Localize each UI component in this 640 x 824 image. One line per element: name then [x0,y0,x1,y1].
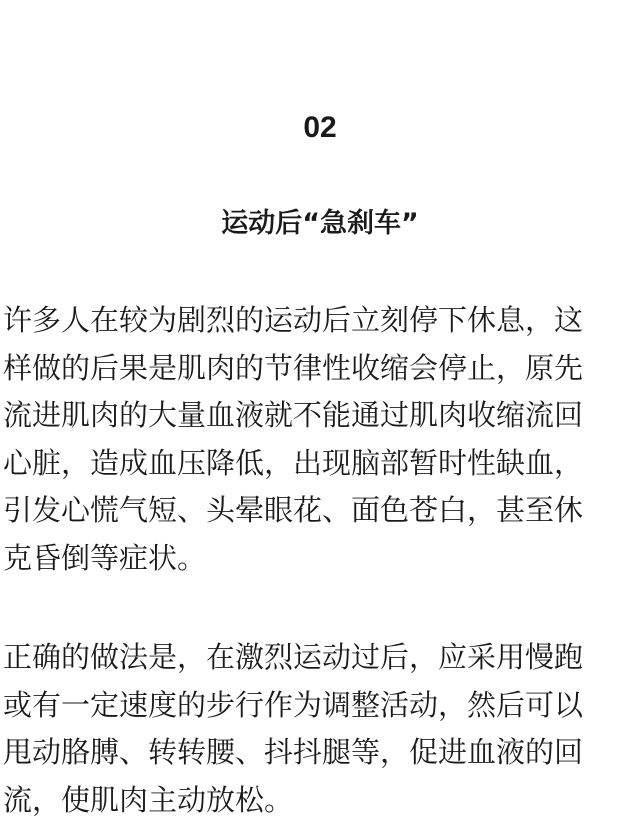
paragraph-line: 流，使肌肉主动放松。 [3,777,639,824]
paragraph-line: 心脏，造成血压降低，出现脑部暂时性缺血， [3,440,639,488]
section-number: 02 [0,108,640,148]
paragraph-line: 许多人在较为剧烈的运动后立刻停下休息，这 [3,297,639,345]
section-title: 运动后“急刹车” [0,204,640,244]
paragraph-line: 引发心慌气短、头晕眼花、面色苍白，甚至休 [3,487,639,535]
paragraph-1 [3,297,639,582]
paragraph-line: 正确的做法是，在激烈运动过后，应采用慢跑 [3,634,639,682]
paragraph-line: 甩动胳膊、转转腰、抖抖腿等，促进血液的回 [3,729,639,777]
paragraph-line: 或有一定速度的步行作为调整活动，然后可以 [3,682,639,730]
paragraph-2 [3,634,639,824]
paragraph-line: 流进肌肉的大量血液就不能通过肌肉收缩流回 [3,392,639,440]
paragraph-line: 克昏倒等症状。 [3,535,639,583]
paragraph-line: 样做的后果是肌肉的节律性收缩会停止，原先 [3,345,639,393]
